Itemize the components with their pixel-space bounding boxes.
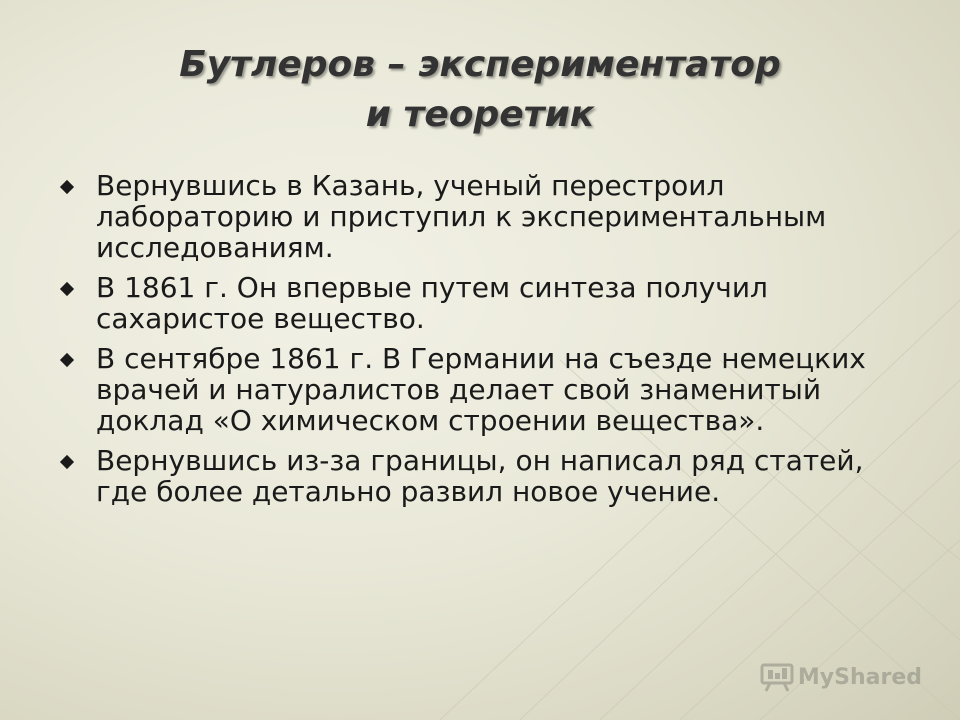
bullet-text: Вернувшись из-за границы, он написал ряд статей, где более детально развил новое учение. <box>96 444 864 508</box>
title-line-2: и теоретик <box>365 94 595 135</box>
title-line-1: Бутлеров – экспериментатор <box>179 44 781 85</box>
slide-title <box>0 40 960 140</box>
bullet-text: Вернувшись в Казань, ученый перестроил лабораторию и приступил к экспериментальным исследованиям. <box>96 169 827 264</box>
bullet-text: В 1861 г. Он впервые путем синтеза получил сахаристое вещество. <box>96 271 768 335</box>
bullet-item <box>56 445 886 507</box>
diamond-bullet-icon <box>60 353 74 367</box>
bullet-item <box>56 170 886 263</box>
presentation-board-icon <box>760 662 794 692</box>
diamond-bullet-icon <box>60 180 74 194</box>
bullet-text: В сентябре 1861 г. В Германии на съезде немецких врачей и натуралистов делает свой знаменитый доклад «О химическом строении вещества». <box>96 342 866 437</box>
bullet-item <box>56 343 886 436</box>
watermark <box>760 662 922 692</box>
diamond-bullet-icon <box>60 282 74 296</box>
bullet-item <box>56 272 886 334</box>
diamond-bullet-icon <box>60 455 74 469</box>
watermark-text: MyShared <box>797 664 922 690</box>
bullet-list <box>56 170 886 516</box>
